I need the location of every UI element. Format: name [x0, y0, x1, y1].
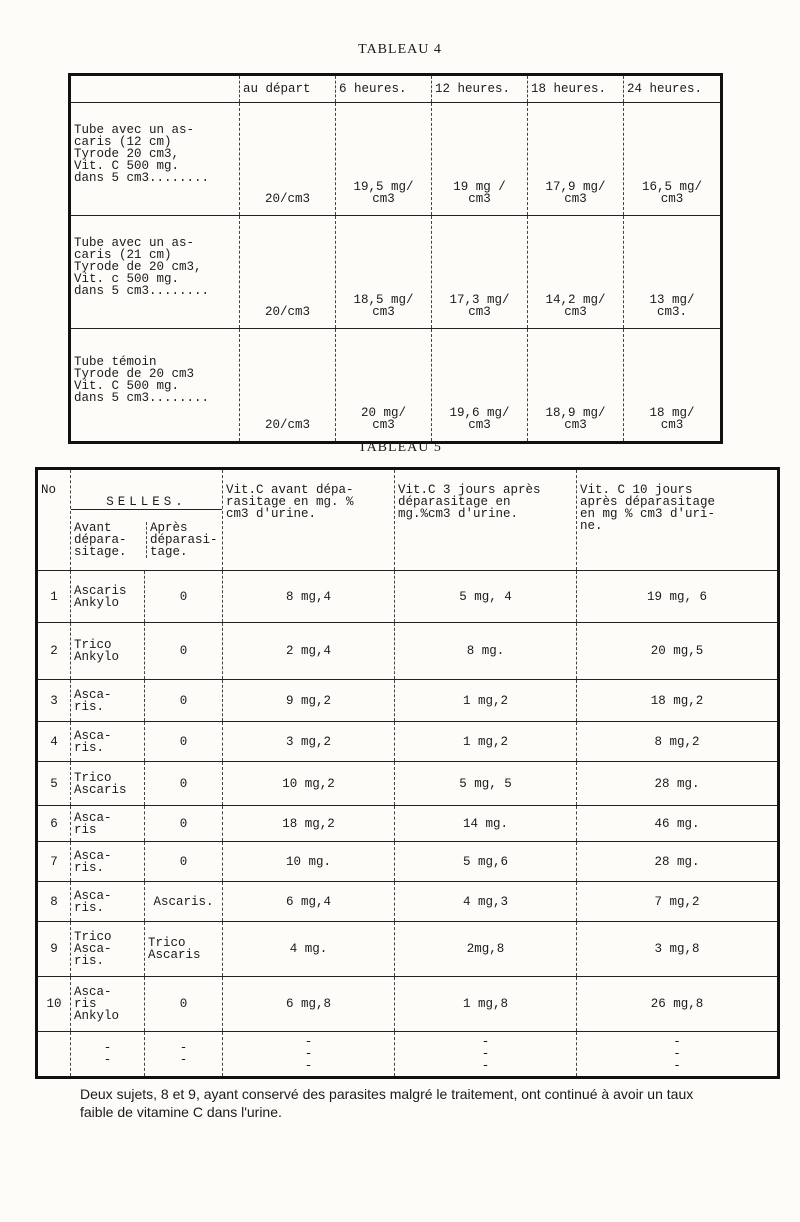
row-v1: - - -: [223, 1032, 395, 1078]
row-v2: 5 mg, 4: [395, 571, 577, 623]
row-avant: Asca- ris.: [71, 842, 145, 882]
cell-value: 20/cm3: [240, 216, 336, 329]
table-row: [37, 623, 779, 680]
tableau5-title: TABLEAU 5: [358, 440, 442, 455]
cell-value: 19 mg / cm3: [432, 103, 528, 216]
cell-value: 17,3 mg/ cm3: [432, 216, 528, 329]
cell-value: 19,6 mg/ cm3: [432, 329, 528, 443]
row-apres: - -: [145, 1032, 223, 1078]
row-v1: 10 mg,2: [223, 762, 395, 806]
row-v3: 7 mg,2: [577, 882, 779, 922]
header-selles-group: [71, 469, 223, 571]
row-v3: - - -: [577, 1032, 779, 1078]
table-row: [37, 1032, 779, 1078]
row-v2: 4 mg,3: [395, 882, 577, 922]
table-row: [37, 882, 779, 922]
table-row: [37, 762, 779, 806]
row-no: 2: [37, 623, 71, 680]
row-no: [37, 1032, 71, 1078]
table-row: [37, 842, 779, 882]
row-avant: Asca- ris: [71, 806, 145, 842]
row-v3: 18 mg,2: [577, 680, 779, 722]
cell-value: 18 mg/ cm3: [624, 329, 722, 443]
header-vitc-avant: Vit.C avant dépa- rasitage en mg. % cm3 d'urine.: [223, 469, 395, 571]
row-v2: 1 mg,2: [395, 722, 577, 762]
table-row: [70, 103, 722, 216]
row-v1: 3 mg,2: [223, 722, 395, 762]
header-apres: Après déparasi- tage.: [146, 522, 222, 558]
tableau5-table: [35, 467, 780, 1079]
row-avant: Trico Ankylo: [71, 623, 145, 680]
cell-value: 18,9 mg/ cm3: [528, 329, 624, 443]
row-label: Tube témoin Tyrode de 20 cm3 Vit. C 500 mg. dans 5 cm3........: [74, 355, 210, 405]
table-row: [37, 977, 779, 1032]
t4-header-1: au départ: [240, 75, 336, 103]
row-apres: Ascaris.: [145, 882, 223, 922]
row-v1: 6 mg,8: [223, 977, 395, 1032]
row-avant: Asca- ris.: [71, 722, 145, 762]
row-v3: 26 mg,8: [577, 977, 779, 1032]
row-apres: 0: [145, 762, 223, 806]
row-no: 10: [37, 977, 71, 1032]
row-apres: 0: [145, 680, 223, 722]
row-v3: 46 mg.: [577, 806, 779, 842]
row-avant: Asca- ris.: [71, 680, 145, 722]
row-v3: 19 mg, 6: [577, 571, 779, 623]
tableau4-header-row: [70, 75, 722, 103]
row-v1: 9 mg,2: [223, 680, 395, 722]
row-v3: 8 mg,2: [577, 722, 779, 762]
row-apres: 0: [145, 842, 223, 882]
row-no: 9: [37, 922, 71, 977]
row-v3: 28 mg.: [577, 762, 779, 806]
row-v2: 8 mg.: [395, 623, 577, 680]
row-v2: - - -: [395, 1032, 577, 1078]
row-avant: Asca- ris.: [71, 882, 145, 922]
header-no: No: [37, 469, 71, 571]
table-row: [70, 216, 722, 329]
row-avant: Asca- ris Ankylo: [71, 977, 145, 1032]
table-row: [70, 329, 722, 443]
row-v1: 18 mg,2: [223, 806, 395, 842]
header-vitc-10j: Vit. C 10 jours après déparasitage en mg % cm3 d'uri- ne.: [577, 469, 779, 571]
row-apres: 0: [145, 977, 223, 1032]
table-row: [37, 722, 779, 762]
cell-value: 18,5 mg/ cm3: [336, 216, 432, 329]
row-no: 6: [37, 806, 71, 842]
row-v2: 1 mg,8: [395, 977, 577, 1032]
tableau4-title: TABLEAU 4: [358, 42, 442, 57]
table-row: [37, 806, 779, 842]
row-no: 5: [37, 762, 71, 806]
row-apres: 0: [145, 722, 223, 762]
tableau4-table: [68, 73, 723, 444]
cell-value: 20 mg/ cm3: [336, 329, 432, 443]
row-v1: 10 mg.: [223, 842, 395, 882]
row-apres: Trico Ascaris: [145, 922, 223, 977]
row-v3: 20 mg,5: [577, 623, 779, 680]
row-apres: 0: [145, 806, 223, 842]
row-no: 8: [37, 882, 71, 922]
table-row: [37, 922, 779, 977]
row-no: 4: [37, 722, 71, 762]
cell-value: 17,9 mg/ cm3: [528, 103, 624, 216]
row-avant: Ascaris Ankylo: [71, 571, 145, 623]
row-v3: 3 mg,8: [577, 922, 779, 977]
header-selles-sub: [71, 522, 222, 558]
row-apres: 0: [145, 571, 223, 623]
t4-header-3: 12 heures.: [432, 75, 528, 103]
header-avant: Avant dépara- sitage.: [74, 521, 127, 559]
t4-header-4: 18 heures.: [528, 75, 624, 103]
cell-value: 19,5 mg/ cm3: [336, 103, 432, 216]
row-apres: 0: [145, 623, 223, 680]
table-row: [37, 680, 779, 722]
cell-value: 14,2 mg/ cm3: [528, 216, 624, 329]
row-label: Tube avec un as- caris (21 cm) Tyrode de 20 cm3, Vit. c 500 mg. dans 5 cm3........: [70, 216, 240, 329]
row-avant: Trico Asca- ris.: [71, 922, 145, 977]
row-avant: - -: [71, 1032, 145, 1078]
row-no: 3: [37, 680, 71, 722]
footer-note: Deux sujets, 8 et 9, ayant conservé des parasites malgré le traitement, ont continué à avoir un taux faible de vitamine C dans l'urine.: [80, 1086, 694, 1120]
row-v3: 28 mg.: [577, 842, 779, 882]
row-v2: 5 mg,6: [395, 842, 577, 882]
t4-header-5: 24 heures.: [624, 75, 722, 103]
table-row: [37, 571, 779, 623]
row-v2: 5 mg, 5: [395, 762, 577, 806]
row-label: Tube avec un as- caris (12 cm) Tyrode 20 cm3, Vit. C 500 mg. dans 5 cm3........: [70, 103, 240, 216]
tableau5-header-row: [37, 469, 779, 571]
row-v2: 1 mg,2: [395, 680, 577, 722]
row-v1: 6 mg,4: [223, 882, 395, 922]
row-no: 7: [37, 842, 71, 882]
t4-header-2: 6 heures.: [336, 75, 432, 103]
row-v1: 4 mg.: [223, 922, 395, 977]
cell-value: 13 mg/ cm3.: [624, 216, 722, 329]
row-v1: 8 mg,4: [223, 571, 395, 623]
row-avant: Trico Ascaris: [71, 762, 145, 806]
row-v2: 14 mg.: [395, 806, 577, 842]
header-vitc-3j: Vit.C 3 jours après déparasitage en mg.%cm3 d'urine.: [395, 469, 577, 571]
cell-value: 20/cm3: [240, 103, 336, 216]
header-selles: SELLES.: [71, 496, 222, 510]
row-v1: 2 mg,4: [223, 623, 395, 680]
cell-value: 16,5 mg/ cm3: [624, 103, 722, 216]
row-v2: 2mg,8: [395, 922, 577, 977]
row-no: 1: [37, 571, 71, 623]
t4-header-0: [70, 75, 240, 103]
cell-value: 20/cm3: [240, 329, 336, 443]
